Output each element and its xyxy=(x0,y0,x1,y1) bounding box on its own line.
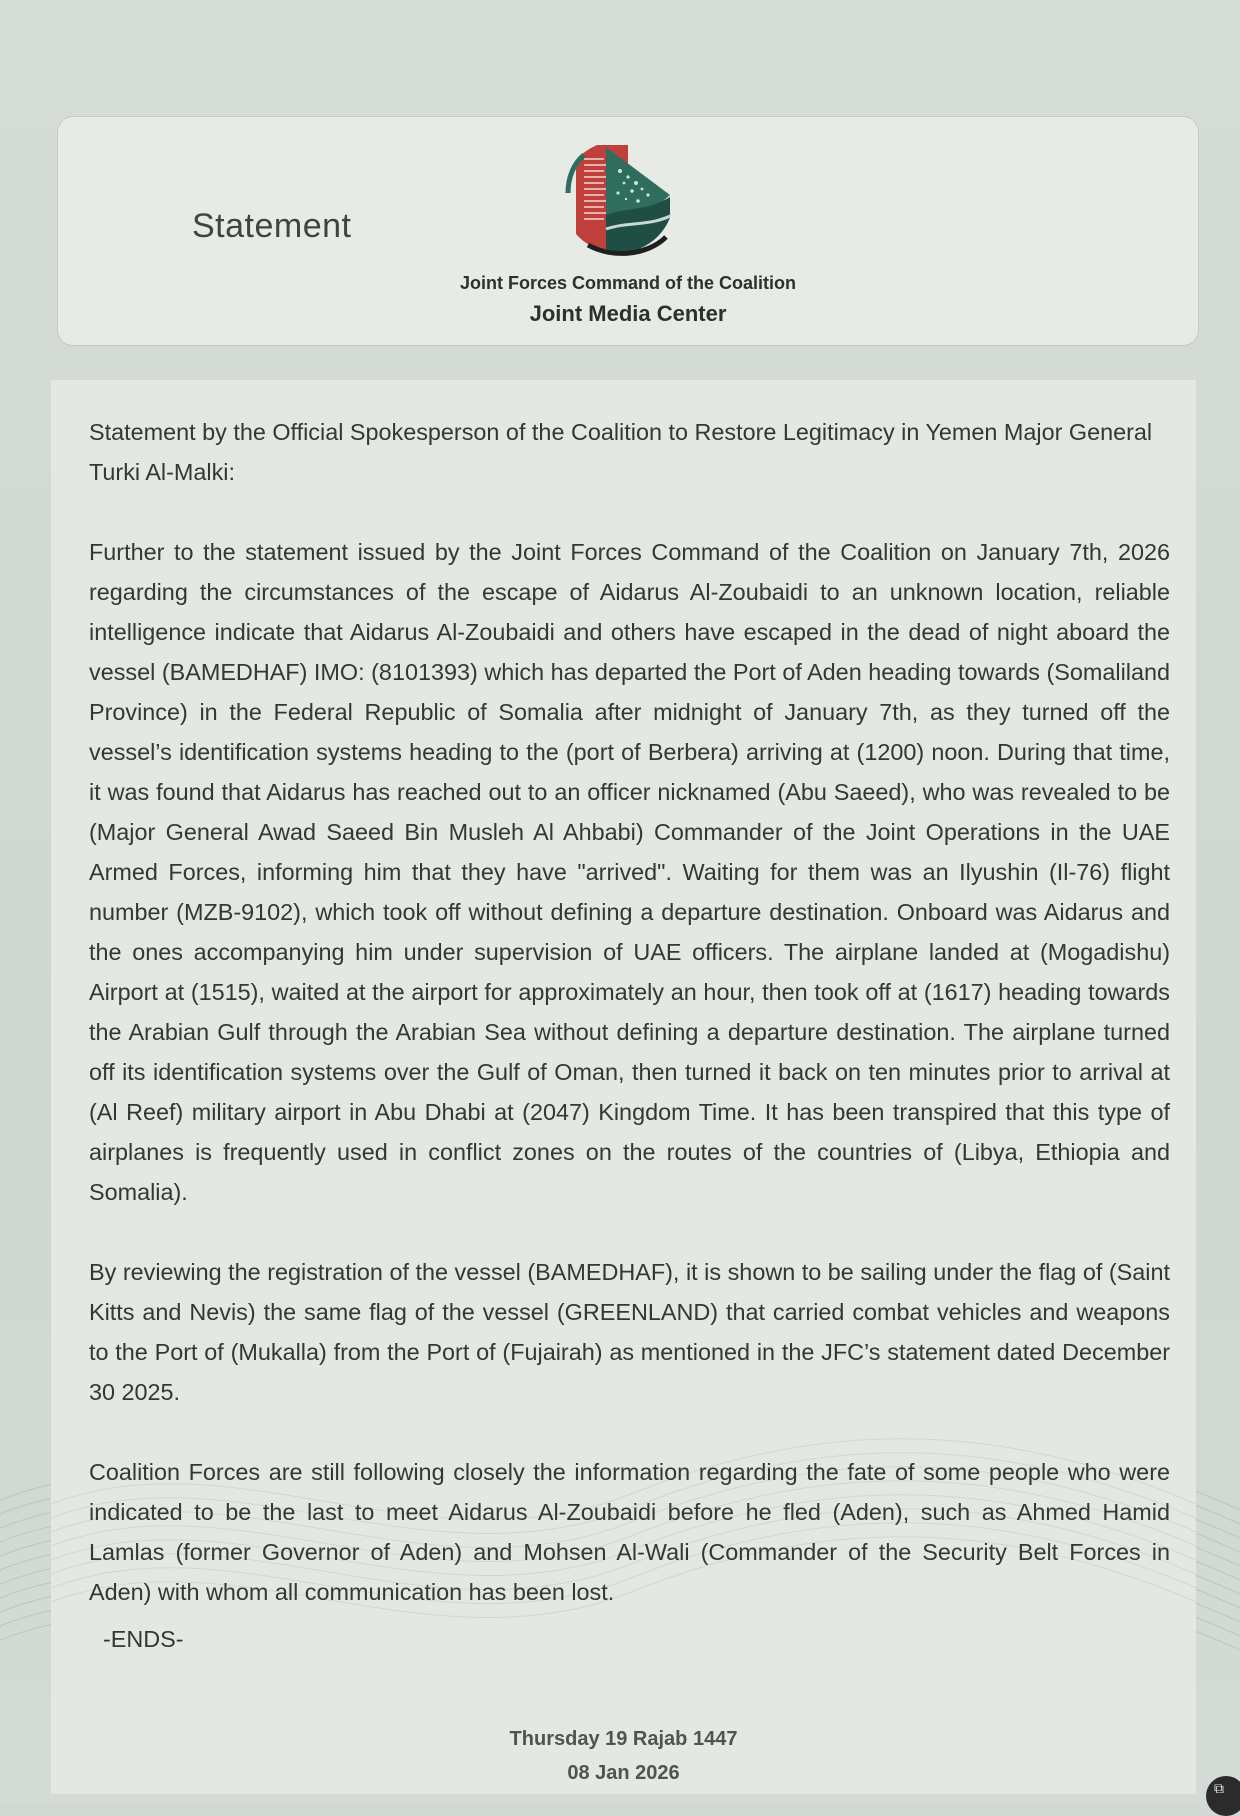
gregorian-date: 08 Jan 2026 xyxy=(567,1762,680,1784)
statement-paragraph-1: Further to the statement issued by the Joint Forces Command of the Coalition on January 7th, 2026 regarding the circumstances of the escape of Aidarus Al-Zoubaidi to an unknown location, reliable intelligence indicate that Aidarus Al-Zoubaidi and others have escaped in the dead of night aboard the vessel (BAMEDHAF) IMO: (8101393) which has departed the Port of Aden heading towards (Somaliland Province) in the Federal Republic of Somalia after midnight of January 7th, as they turned off the vessel’s identification systems heading to the (port of Berbera) arriving at (1200) noon. During that time, it was found that Aidarus has reached out to an officer nicknamed (Abu Saeed), who was revealed to be (Major General Awad Saeed Bin Musleh Al Ahbabi) Commander of the Joint Operations in the UAE Armed Forces, informing him that they have "arrived". Waiting for them was an Ilyushin (Il-76) flight number (MZB-9102), which took off without defining a departure destination. Onboard was Aidarus and the ones accompanying him under supervision of UAE officers. The airplane landed at (Mogadishu) Airport at (1515), waited at the airport for approximately an hour, then took off at (1617) heading towards the Arabian Gulf through the Arabian Sea without defining a departure destination. The airplane turned off its identification systems over the Gulf of Oman, then turned it back on ten minutes prior to arrival at (Al Reef) military airport in Abu Dhabi at (2047) Kingdom Time. It has been transpired that this type of airplanes is frequently used in conflict zones on the routes of the countries of (Libya, Ethiopia and Somalia). xyxy=(89,539,1170,1205)
header-card xyxy=(57,116,1199,346)
statement-content-panel xyxy=(51,380,1196,1794)
ends-marker: -ENDS- xyxy=(103,1626,184,1652)
hijri-date: Thursday 19 Rajab 1447 xyxy=(509,1728,738,1750)
statement-intro: Statement by the Official Spokesperson of the Coalition to Restore Legitimacy in Yemen Major General Turki Al-Malki: xyxy=(89,419,1153,485)
statement-paragraph-2: By reviewing the registration of the vessel (BAMEDHAF), it is shown to be sailing under the flag of (Saint Kitts and Nevis) the same flag of the vessel (GREENLAND) that carried combat vehicles and weapons to the Port of (Mukalla) from the Port of (Fujairah) as mentioned in the JFC’s statement dated December 30 2025. xyxy=(89,1259,1170,1405)
statement-paragraph-3: Coalition Forces are still following closely the information regarding the fate of some people who were indicated to be the last to meet Aidarus Al-Zoubaidi before he fled (Aden), such as Ahmed Hamid Lamlas (former Governor of Aden) and Mohsen Al-Wali (Commander of the Security Belt Forces in Aden) with whom all communication has been lost. xyxy=(89,1459,1170,1605)
statement-title: Statement xyxy=(192,207,352,245)
statement-date xyxy=(51,1722,1196,1790)
statement-body xyxy=(89,412,1170,1652)
media-center-name: Joint Media Center xyxy=(529,301,727,326)
overlay-link-icon[interactable]: ⧉ xyxy=(1206,1776,1240,1816)
org-name: Joint Forces Command of the Coalition xyxy=(459,273,796,293)
joint-media-center-logo-icon xyxy=(558,137,678,257)
